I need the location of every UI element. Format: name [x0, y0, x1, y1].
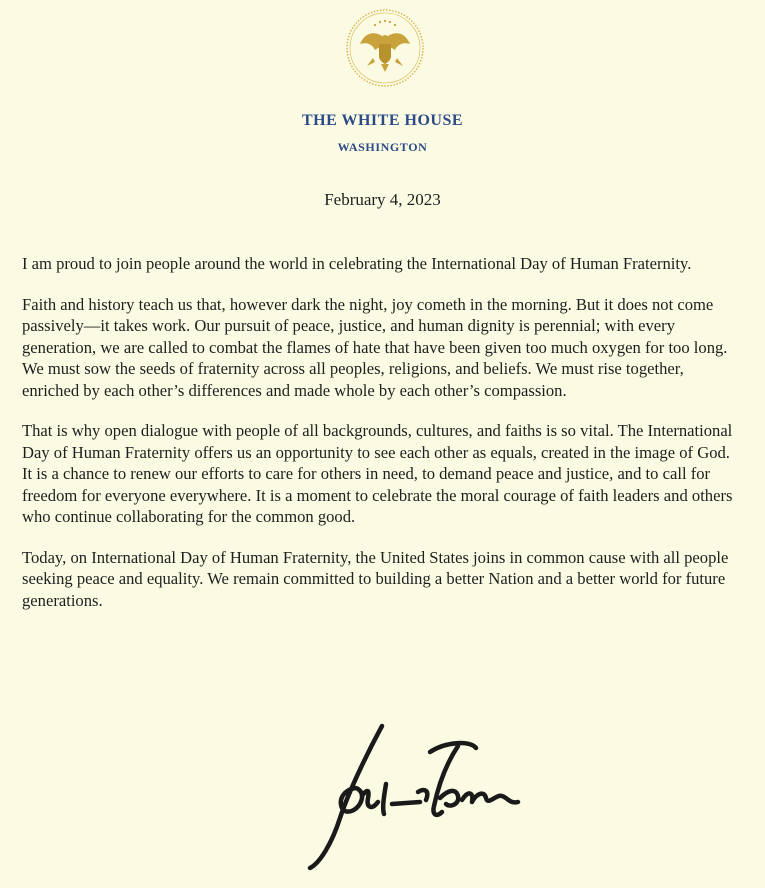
paragraph: I am proud to join people around the world in celebrating the International Day of Human Fraternity.: [22, 254, 692, 273]
paragraph: Faith and history teach us that, however dark the night, joy cometh in the morning. But it does not come passively—it takes work. Our pursuit of peace, justice, and human dignity is perennial; with every generation, we are called to combat the flames of hate that have been given too much oxygen for too long. We must sow the seeds of fraternity across all peoples, religions, and beliefs. We must rise together, enriched by each other’s differences and made whole by each other’s compassion.: [22, 294, 728, 400]
letterhead-title: THE WHITE HOUSE: [301, 112, 464, 129]
paragraph: That is why open dialogue with people of all backgrounds, cultures, and faiths is so vital. The International Day of Human Fraternity offers us an opportunity to see each other as equals, created in the image of God. It is a chance to renew our efforts to care for others in need, to demand peace and justice, and to call for freedom for everyone everywhere. It is a moment to celebrate the moral courage of faith leaders and others who continue collaborating for the common good.: [22, 421, 733, 526]
presidential-seal-icon: [345, 8, 425, 88]
handwritten-signature-icon: [300, 718, 530, 878]
letter-date: February 4, 2023: [324, 190, 441, 209]
letter-body: [22, 253, 744, 630]
paragraph: Today, on International Day of Human Fraternity, the United States joins in common cause with all people seeking peace and equality. We remain committed to building a better Nation and a better world for future generations.: [22, 547, 729, 610]
letterhead-subtitle: WASHINGTON: [337, 140, 428, 154]
